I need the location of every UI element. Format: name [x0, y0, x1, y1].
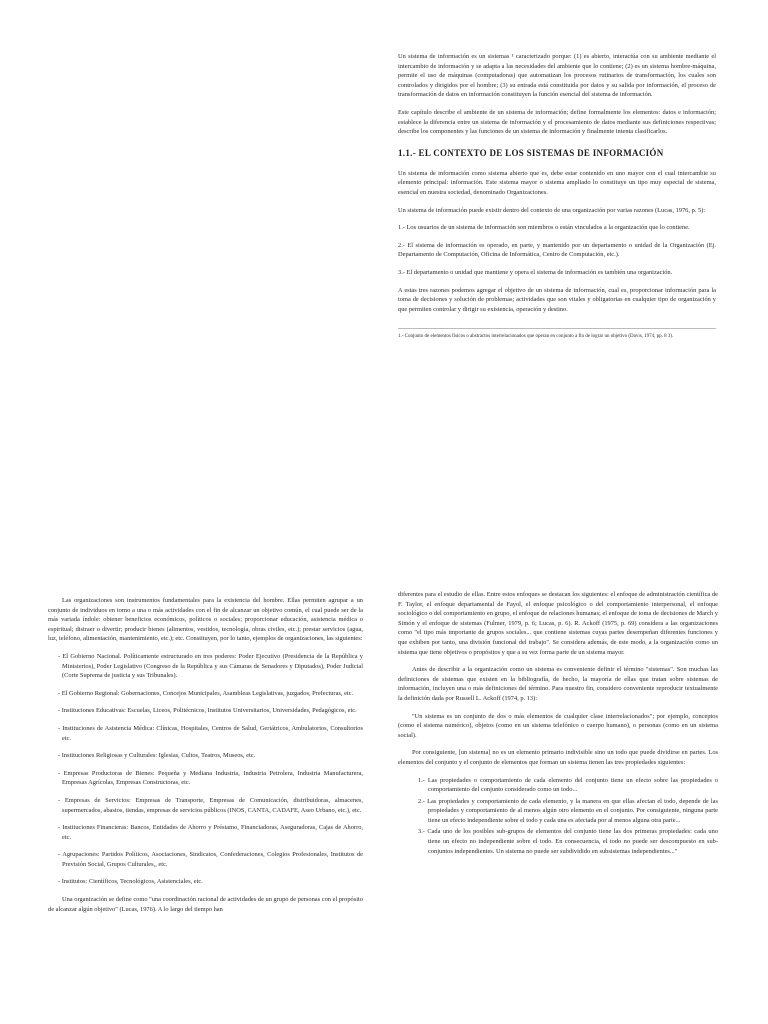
bottom-right-column: [398, 590, 718, 864]
organizations-intro: Las organizaciones son instrumentos fundamentales para la existencia del hombre. Ellas permiten agrupar a un conjunto de individuos en torno a una o más actividades con el fin de alcanzar un objetivo común, el cual puede ser de la más variada índole: obtener beneficios económicos, políticos o sociales; proporcionar educación, asistencia médica o espiritual; distraer o divertir; producir bienes (alimentos, vestidos, tecnología, obras civiles, etc.); prestar servicios (agua, luz, teléfono, alimentación, mantenimiento, etc.); etc. Constituyen, por lo tanto, ejemplos de organizaciones, las siguientes:: [48, 597, 363, 643]
organization-definition: Una organización se define como "una coordinación racional de actividades de un grupo de personas con el propósito de alcanzar algún objetivo" (Lucas, 1976). A lo largo del tiempo han: [48, 896, 363, 913]
context-paragraph-2: Un sistema de información puede existir dentro del contexto de una organización por varias razones (Lucas, 1976, p. 5):: [398, 206, 706, 214]
approaches-paragraph: diferentes para el estudio de ellas. Entre estos enfoques se destacan los siguientes: el enfoque de administración científica de F. Taylor, el enfoque departamental de Fayol, el enfoque psicológico o del comportamiento interpersonal, el enfoque sociológico o del comportamiento en grupo, el enfoque de relaciones humanas; el enfoque de toma de decisiones de March y Simón y el enfoque de sistemas (Fulmer, 1979, p. 6; Lucas, p. 6). R. Ackoff (1975, p. 69) considera a las organizaciones como "el tipo más importante de grupos sociales... que contiene sistemas cuyas partes desempeñan diferentes funciones y que exhiben por tanto, una división funcional del trabajo". Se considera además, de este modo, a la organización como un sistema que tiene objetivos o propósitos y que a su vez forma parte de un sistema mayor.: [398, 591, 718, 656]
top-right-column: [398, 52, 716, 341]
list-item: 1.- Las propiedades o comportamiento de cada elemento del conjunto tiene un efecto sobre las propiedades o comportamiento del conjunto considerado como un todo...: [418, 776, 718, 794]
list-item: 2.- Las propiedades y comportamiento de cada elemento, y la manera en que ellas afectan el todo, depende de las propiedades y comportamiento de al menos algún otro elemento en el conjunto. Por consiguiente, ninguna parte tiene un efecto independiente sobre el todo y cada una es afectada por al menos alguna otra parte...: [418, 797, 718, 824]
footnote: 1.- Conjunto de elementos físicos o abstractos interrelacionados que operan en conjunto a fin de lograr un objetivo (Davis, 1974, pp. 8 3).: [398, 328, 716, 341]
list-item: - Instituciones Religiosas y Culturales: Iglesias, Cultos, Teatros, Museos, etc.: [58, 752, 256, 760]
list-item: 3.- Cada uno de los posibles sub-grupos de elementos del conjunto tiene las dos primeras propiedades: cada uno tiene un efecto no independiente sobre el todo. En consecuencia, el todo no puede ser descompuesto en sub-conjuntos independientes. Un sistema no puede ser subdividido en subsistemas independientes...": [418, 828, 718, 855]
reason-1: 1.- Los usuarios de un sistema de información son miembros o están vinculados a la organización que lo contiene.: [398, 224, 690, 232]
list-item: - El Gobierno Regional: Gobernaciones, Concejos Municipales, Asambleas Legislativas, juzgados, Prefecturas, etc.: [58, 689, 354, 697]
properties-intro: Por consiguiente, [un sistema] no es un elemento primario indivisible sino un todo que puede dividirse en partes. Los elementos del conjunto y el conjunto de elementos que forman un sistema tienen las tres propiedades siguientes:: [398, 749, 718, 766]
systems-term-paragraph: Antes de describir a la organización como un sistema es conveniente definir el término "sistemas". Son muchas las definiciones de sistemas que existen en la bibliografía, de hecho, la mayoría de ellas que tratan sobre sistemas de información, incluyen una o más definiciones del término. Para nuestro fin, considero conveniente reproducir textualmente la definición dada por Russell L. Ackoff (1974, p. 13):: [398, 666, 718, 702]
list-item: - Instituciones de Asistencia Médica: Clínicas, Hospitales, Centros de Salud, Geriátricos, Ambulatorios, Consultorios etc.: [58, 724, 363, 742]
intro-paragraph-1: Un sistema de información es un sistemas ¹ caracterizado porque: (1) es abierto, interactúa con su ambiente mediante el intercambio de información y se adapta a las necesidades del ambiente que lo contiene; (2) es un sistema hombre-máquina, permite el uso de máquinas (computadoras) que automatizan los procesos rutinarios de transformación, los cuales son controlados y dirigidos por el hombre; (3) su entrada está constituida por datos y su salida por información, el proceso de transformación de datos en información constituyen la función esencial del sistema de información.: [398, 53, 716, 99]
list-item: - Empresas Productoras de Bienes: Pequeña y Mediana Industria, Industria Petrolera, Industria Manufacturera, Empresas Agrícolas, Empresas Constructoras, etc.: [58, 769, 363, 787]
ackoff-quote: "Un sistema es un conjunto de dos o más elementos de cualquier clase interrelacionados"; por ejemplo, conceptos (como el sistema numérico), objetos (como en un sistema telefónico o cuerpo humano), o personas (como en un sistema social).: [398, 712, 718, 739]
context-paragraph-1: Un sistema de información como sistema abierto que es, debe estar contenido en uno mayor con el cual intercambie su elemento principal: información. Este sistema mayor o sistema ampliado lo constituye un tipo muy especial de sistema, esencial en nuestra sociedad, denominado Organizaciones.: [398, 169, 716, 196]
section-heading: 1.1.- EL CONTEXTO DE LOS SISTEMAS DE INFORMACIÓN: [398, 147, 664, 158]
bottom-left-column: [48, 596, 363, 922]
properties-list: [408, 776, 718, 857]
reason-2: 2.- El sistema de información es operado, en parte, y mantenido por un departamento o unidad de la Organización (Ej. Departamento de Computación, Oficina de Informática, Centro de Computación, etc.).: [398, 241, 716, 259]
list-item: - Instituciones Educativas: Escuelas, Liceos, Politécnicos, Institutos Universitarios, Universidades, Pedagógicos, etc.: [58, 707, 357, 715]
list-item: - Empresas de Servicios: Empresas de Transporte, Empresas de Comunicación, distribuidoras, almacenes, supermercados, abastos, tiendas, empresas de servicios públicos (INOS, CANTA, CADAFE, Aseo Urbano, etc.), etc.: [58, 796, 363, 814]
objective-paragraph: A estas tres razones podemos agregar el objetivo de un sistema de información, cual es, proporcionar información para la toma de decisiones y solución de problemas; actividades que son vitales y obligatorias en cualquier tipo de organización y que permiten controlar y dirigir su existencia, operación y destino.: [398, 286, 716, 313]
reason-3: 3.- El departamento o unidad que mantiene y opera el sistema de información es también una organización.: [398, 268, 673, 276]
list-item: - Instituciones Financieras: Bancos, Entidades de Ahorro y Préstamo, Financiadoras, Aseguradoras, Cajas de Ahorro, etc.: [58, 824, 363, 841]
list-item: - Institutos: Científicos, Tecnológicos, Asistenciales, etc.: [58, 878, 203, 886]
list-item: - El Gobierno Nacional. Políticamente estructurado en tres poderes: Poder Ejecutivo (Presidencia de la República y Ministerios), Poder Legislativo (Congreso de la República y sus Cámaras de Senadores y Diputados), Poder Judicial (Corte Suprema de justicia y sus Tribunales).: [58, 652, 363, 680]
list-item: - Agrupaciones: Partidos Políticos, Asociaciones, Sindicatos, Confederaciones, Colegios Profesionales, Institutos de Previsión Social, Grupos Culturales,, etc.: [58, 851, 363, 868]
intro-paragraph-2: Este capítulo describe el ambiente de un sistema de información; define formalmente los elementos: datos e información; establece la diferencia entre un sistema de información y el procesamiento de datos mediante sus definiciones respectivas; describe los componentes y las funciones de un sistema de información y finalmente intenta clasificarlos.: [398, 108, 716, 136]
